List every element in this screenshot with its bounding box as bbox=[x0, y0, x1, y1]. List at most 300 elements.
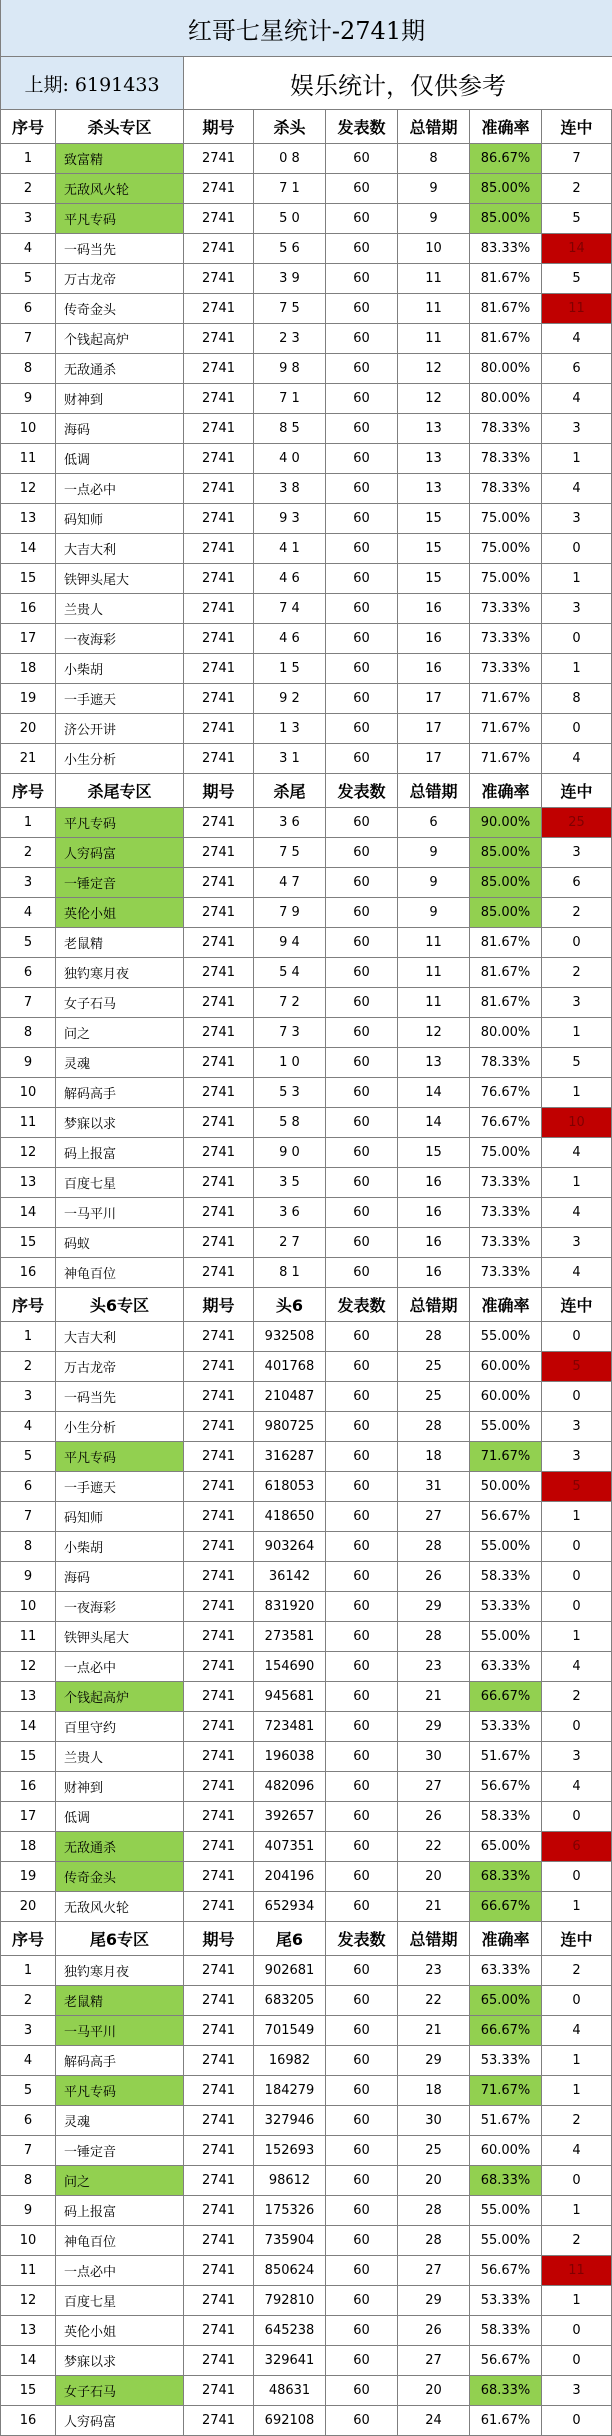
cell-row-number: 11 bbox=[1, 1108, 56, 1138]
column-header-prediction: 杀尾 bbox=[254, 774, 326, 808]
cell-accuracy: 66.67% bbox=[470, 2016, 542, 2046]
table-row bbox=[1, 1592, 612, 1622]
cell-post-count: 60 bbox=[326, 384, 398, 414]
cell-expert-name: 一码当先 bbox=[56, 1382, 184, 1412]
cell-row-number: 1 bbox=[1, 144, 56, 174]
cell-post-count: 60 bbox=[326, 1228, 398, 1258]
cell-accuracy: 75.00% bbox=[470, 504, 542, 534]
cell-win-streak: 1 bbox=[542, 2286, 612, 2316]
cell-post-count: 60 bbox=[326, 2166, 398, 2196]
cell-issue-number: 2741 bbox=[184, 654, 254, 684]
cell-error-count: 25 bbox=[398, 1352, 470, 1382]
cell-issue-number: 2741 bbox=[184, 1862, 254, 1892]
cell-post-count: 60 bbox=[326, 144, 398, 174]
cell-accuracy: 71.67% bbox=[470, 2076, 542, 2106]
table-row bbox=[1, 1802, 612, 1832]
cell-post-count: 60 bbox=[326, 414, 398, 444]
cell-expert-name: 梦寐以求 bbox=[56, 2346, 184, 2376]
cell-expert-name: 码蚁 bbox=[56, 1228, 184, 1258]
table-row bbox=[1, 624, 612, 654]
cell-error-count: 28 bbox=[398, 2226, 470, 2256]
cell-issue-number: 2741 bbox=[184, 1532, 254, 1562]
cell-row-number: 8 bbox=[1, 1018, 56, 1048]
cell-prediction: 8 5 bbox=[254, 414, 326, 444]
section-header bbox=[1, 110, 612, 144]
cell-win-streak: 0 bbox=[542, 1986, 612, 2016]
cell-win-streak: 1 bbox=[542, 564, 612, 594]
table-row bbox=[1, 838, 612, 868]
cell-error-count: 20 bbox=[398, 2376, 470, 2406]
cell-expert-name: 女子石马 bbox=[56, 988, 184, 1018]
table-row bbox=[1, 1832, 612, 1862]
cell-expert-name: 神龟百位 bbox=[56, 1258, 184, 1288]
cell-win-streak: 0 bbox=[542, 624, 612, 654]
table-row bbox=[1, 2106, 612, 2136]
cell-row-number: 12 bbox=[1, 1138, 56, 1168]
cell-post-count: 60 bbox=[326, 2046, 398, 2076]
cell-win-streak: 3 bbox=[542, 414, 612, 444]
cell-expert-name: 低调 bbox=[56, 1802, 184, 1832]
column-header-error-count: 总错期 bbox=[398, 1922, 470, 1956]
cell-win-streak: 0 bbox=[542, 1802, 612, 1832]
cell-row-number: 14 bbox=[1, 534, 56, 564]
cell-post-count: 60 bbox=[326, 324, 398, 354]
cell-prediction: 36142 bbox=[254, 1562, 326, 1592]
cell-prediction: 184279 bbox=[254, 2076, 326, 2106]
cell-win-streak: 6 bbox=[542, 868, 612, 898]
cell-row-number: 7 bbox=[1, 2136, 56, 2166]
cell-row-number: 8 bbox=[1, 1532, 56, 1562]
cell-win-streak: 0 bbox=[542, 1592, 612, 1622]
cell-error-count: 30 bbox=[398, 1742, 470, 1772]
cell-expert-name: 兰贵人 bbox=[56, 594, 184, 624]
cell-post-count: 60 bbox=[326, 1382, 398, 1412]
cell-win-streak: 4 bbox=[542, 1138, 612, 1168]
cell-issue-number: 2741 bbox=[184, 1228, 254, 1258]
cell-error-count: 27 bbox=[398, 2256, 470, 2286]
cell-error-count: 15 bbox=[398, 1138, 470, 1168]
cell-issue-number: 2741 bbox=[184, 1502, 254, 1532]
table-row bbox=[1, 1322, 612, 1352]
cell-accuracy: 66.67% bbox=[470, 1682, 542, 1712]
table-row bbox=[1, 324, 612, 354]
cell-win-streak: 0 bbox=[542, 1862, 612, 1892]
table-row bbox=[1, 958, 612, 988]
cell-expert-name: 平凡专码 bbox=[56, 1442, 184, 1472]
column-header-win-streak: 连中 bbox=[542, 110, 612, 144]
cell-error-count: 21 bbox=[398, 1892, 470, 1922]
cell-post-count: 60 bbox=[326, 868, 398, 898]
cell-row-number: 16 bbox=[1, 594, 56, 624]
cell-prediction: 3 5 bbox=[254, 1168, 326, 1198]
cell-row-number: 13 bbox=[1, 1168, 56, 1198]
cell-post-count: 60 bbox=[326, 928, 398, 958]
cell-accuracy: 71.67% bbox=[470, 1442, 542, 1472]
cell-prediction: 701549 bbox=[254, 2016, 326, 2046]
cell-error-count: 29 bbox=[398, 1592, 470, 1622]
cell-issue-number: 2741 bbox=[184, 564, 254, 594]
cell-issue-number: 2741 bbox=[184, 1622, 254, 1652]
table-row bbox=[1, 2226, 612, 2256]
cell-row-number: 12 bbox=[1, 474, 56, 504]
cell-win-streak: 2 bbox=[542, 2106, 612, 2136]
cell-win-streak: 1 bbox=[542, 2046, 612, 2076]
cell-row-number: 7 bbox=[1, 324, 56, 354]
cell-accuracy: 85.00% bbox=[470, 174, 542, 204]
table-row bbox=[1, 564, 612, 594]
cell-issue-number: 2741 bbox=[184, 2046, 254, 2076]
table-row bbox=[1, 1652, 612, 1682]
table-row bbox=[1, 1622, 612, 1652]
cell-issue-number: 2741 bbox=[184, 1442, 254, 1472]
cell-win-streak: 4 bbox=[542, 1198, 612, 1228]
column-header-post-count: 发表数 bbox=[326, 110, 398, 144]
cell-post-count: 60 bbox=[326, 744, 398, 774]
cell-issue-number: 2741 bbox=[184, 2406, 254, 2436]
cell-expert-name: 海码 bbox=[56, 414, 184, 444]
table-row bbox=[1, 354, 612, 384]
cell-accuracy: 55.00% bbox=[470, 2226, 542, 2256]
cell-prediction: 683205 bbox=[254, 1986, 326, 2016]
table-row bbox=[1, 808, 612, 838]
cell-win-streak: 5 bbox=[542, 264, 612, 294]
cell-expert-name: 老鼠精 bbox=[56, 1986, 184, 2016]
cell-post-count: 60 bbox=[326, 1352, 398, 1382]
cell-row-number: 15 bbox=[1, 1228, 56, 1258]
cell-prediction: 735904 bbox=[254, 2226, 326, 2256]
cell-accuracy: 58.33% bbox=[470, 1802, 542, 1832]
cell-prediction: 3 8 bbox=[254, 474, 326, 504]
cell-error-count: 12 bbox=[398, 354, 470, 384]
cell-accuracy: 68.33% bbox=[470, 1862, 542, 1892]
cell-post-count: 60 bbox=[326, 474, 398, 504]
table-row bbox=[1, 174, 612, 204]
cell-post-count: 60 bbox=[326, 1892, 398, 1922]
cell-row-number: 9 bbox=[1, 2196, 56, 2226]
cell-accuracy: 85.00% bbox=[470, 838, 542, 868]
table-row bbox=[1, 1892, 612, 1922]
cell-error-count: 11 bbox=[398, 958, 470, 988]
cell-prediction: 618053 bbox=[254, 1472, 326, 1502]
cell-prediction: 210487 bbox=[254, 1382, 326, 1412]
cell-accuracy: 50.00% bbox=[470, 1472, 542, 1502]
cell-prediction: 16982 bbox=[254, 2046, 326, 2076]
column-header-expert-name: 头6专区 bbox=[56, 1288, 184, 1322]
cell-error-count: 6 bbox=[398, 808, 470, 838]
cell-accuracy: 53.33% bbox=[470, 1592, 542, 1622]
cell-accuracy: 71.67% bbox=[470, 684, 542, 714]
cell-prediction: 7 5 bbox=[254, 838, 326, 868]
cell-issue-number: 2741 bbox=[184, 2226, 254, 2256]
cell-prediction: 1 3 bbox=[254, 714, 326, 744]
cell-expert-name: 问之 bbox=[56, 2166, 184, 2196]
cell-expert-name: 一锤定音 bbox=[56, 868, 184, 898]
cell-error-count: 16 bbox=[398, 1198, 470, 1228]
cell-row-number: 19 bbox=[1, 684, 56, 714]
cell-post-count: 60 bbox=[326, 2136, 398, 2166]
cell-accuracy: 81.67% bbox=[470, 264, 542, 294]
cell-post-count: 60 bbox=[326, 234, 398, 264]
cell-prediction: 5 6 bbox=[254, 234, 326, 264]
cell-expert-name: 一点必中 bbox=[56, 474, 184, 504]
cell-post-count: 60 bbox=[326, 958, 398, 988]
cell-row-number: 5 bbox=[1, 2076, 56, 2106]
cell-prediction: 5 0 bbox=[254, 204, 326, 234]
table-row bbox=[1, 474, 612, 504]
cell-win-streak: 2 bbox=[542, 174, 612, 204]
cell-issue-number: 2741 bbox=[184, 2286, 254, 2316]
column-header-error-count: 总错期 bbox=[398, 110, 470, 144]
cell-win-streak: 14 bbox=[542, 234, 612, 264]
cell-error-count: 28 bbox=[398, 2196, 470, 2226]
cell-post-count: 60 bbox=[326, 1652, 398, 1682]
column-header-expert-name: 杀尾专区 bbox=[56, 774, 184, 808]
cell-expert-name: 传奇金头 bbox=[56, 294, 184, 324]
table-row bbox=[1, 2136, 612, 2166]
cell-error-count: 26 bbox=[398, 2316, 470, 2346]
cell-expert-name: 码知师 bbox=[56, 1502, 184, 1532]
cell-post-count: 60 bbox=[326, 294, 398, 324]
cell-row-number: 2 bbox=[1, 838, 56, 868]
cell-expert-name: 一点必中 bbox=[56, 1652, 184, 1682]
cell-prediction: 152693 bbox=[254, 2136, 326, 2166]
cell-expert-name: 平凡专码 bbox=[56, 808, 184, 838]
cell-win-streak: 0 bbox=[542, 1562, 612, 1592]
cell-error-count: 23 bbox=[398, 1956, 470, 1986]
cell-accuracy: 60.00% bbox=[470, 1352, 542, 1382]
cell-issue-number: 2741 bbox=[184, 2076, 254, 2106]
cell-prediction: 8 1 bbox=[254, 1258, 326, 1288]
cell-error-count: 28 bbox=[398, 1412, 470, 1442]
column-header-accuracy: 准确率 bbox=[470, 774, 542, 808]
cell-post-count: 60 bbox=[326, 264, 398, 294]
cell-post-count: 60 bbox=[326, 2316, 398, 2346]
cell-expert-name: 铁钾头尾大 bbox=[56, 1622, 184, 1652]
cell-row-number: 16 bbox=[1, 1258, 56, 1288]
cell-row-number: 20 bbox=[1, 1892, 56, 1922]
cell-expert-name: 万古龙帝 bbox=[56, 264, 184, 294]
cell-accuracy: 56.67% bbox=[470, 1502, 542, 1532]
cell-row-number: 4 bbox=[1, 234, 56, 264]
table-row bbox=[1, 204, 612, 234]
cell-prediction: 692108 bbox=[254, 2406, 326, 2436]
cell-row-number: 3 bbox=[1, 1382, 56, 1412]
cell-error-count: 29 bbox=[398, 2046, 470, 2076]
cell-prediction: 831920 bbox=[254, 1592, 326, 1622]
cell-expert-name: 无敌通杀 bbox=[56, 354, 184, 384]
cell-issue-number: 2741 bbox=[184, 324, 254, 354]
cell-expert-name: 码上报富 bbox=[56, 1138, 184, 1168]
cell-row-number: 1 bbox=[1, 1956, 56, 1986]
cell-issue-number: 2741 bbox=[184, 534, 254, 564]
cell-post-count: 60 bbox=[326, 1832, 398, 1862]
cell-error-count: 13 bbox=[398, 414, 470, 444]
cell-expert-name: 无敌风火轮 bbox=[56, 174, 184, 204]
table-row bbox=[1, 1228, 612, 1258]
section-header bbox=[1, 1922, 612, 1956]
cell-accuracy: 63.33% bbox=[470, 1652, 542, 1682]
cell-error-count: 13 bbox=[398, 444, 470, 474]
column-header-accuracy: 准确率 bbox=[470, 1922, 542, 1956]
cell-issue-number: 2741 bbox=[184, 414, 254, 444]
cell-accuracy: 75.00% bbox=[470, 1138, 542, 1168]
cell-prediction: 1 0 bbox=[254, 1048, 326, 1078]
cell-issue-number: 2741 bbox=[184, 808, 254, 838]
cell-issue-number: 2741 bbox=[184, 2106, 254, 2136]
cell-post-count: 60 bbox=[326, 504, 398, 534]
cell-accuracy: 51.67% bbox=[470, 2106, 542, 2136]
table-row bbox=[1, 1772, 612, 1802]
cell-accuracy: 71.67% bbox=[470, 744, 542, 774]
table-row bbox=[1, 1048, 612, 1078]
cell-issue-number: 2741 bbox=[184, 1108, 254, 1138]
cell-post-count: 60 bbox=[326, 1502, 398, 1532]
cell-accuracy: 73.33% bbox=[470, 1228, 542, 1258]
cell-error-count: 27 bbox=[398, 2346, 470, 2376]
cell-error-count: 26 bbox=[398, 1802, 470, 1832]
cell-accuracy: 55.00% bbox=[470, 2196, 542, 2226]
cell-issue-number: 2741 bbox=[184, 744, 254, 774]
cell-accuracy: 81.67% bbox=[470, 294, 542, 324]
cell-row-number: 3 bbox=[1, 204, 56, 234]
column-header-accuracy: 准确率 bbox=[470, 1288, 542, 1322]
cell-post-count: 60 bbox=[326, 2346, 398, 2376]
cell-error-count: 16 bbox=[398, 1258, 470, 1288]
table-row bbox=[1, 1682, 612, 1712]
cell-post-count: 60 bbox=[326, 2286, 398, 2316]
column-header-row-number: 序号 bbox=[1, 774, 56, 808]
table-row bbox=[1, 744, 612, 774]
cell-issue-number: 2741 bbox=[184, 838, 254, 868]
cell-row-number: 2 bbox=[1, 1352, 56, 1382]
cell-post-count: 60 bbox=[326, 1138, 398, 1168]
table-row bbox=[1, 1532, 612, 1562]
cell-issue-number: 2741 bbox=[184, 504, 254, 534]
cell-row-number: 9 bbox=[1, 1562, 56, 1592]
cell-error-count: 22 bbox=[398, 1986, 470, 2016]
cell-error-count: 13 bbox=[398, 474, 470, 504]
cell-row-number: 8 bbox=[1, 354, 56, 384]
cell-accuracy: 55.00% bbox=[470, 1532, 542, 1562]
table-row bbox=[1, 1412, 612, 1442]
cell-win-streak: 0 bbox=[542, 2316, 612, 2346]
table-row bbox=[1, 714, 612, 744]
table-row bbox=[1, 1108, 612, 1138]
cell-accuracy: 68.33% bbox=[470, 2376, 542, 2406]
cell-expert-name: 老鼠精 bbox=[56, 928, 184, 958]
cell-row-number: 6 bbox=[1, 1472, 56, 1502]
cell-win-streak: 1 bbox=[542, 1502, 612, 1532]
cell-issue-number: 2741 bbox=[184, 958, 254, 988]
cell-prediction: 4 0 bbox=[254, 444, 326, 474]
cell-issue-number: 2741 bbox=[184, 384, 254, 414]
table-row bbox=[1, 2406, 612, 2436]
column-header-issue-number: 期号 bbox=[184, 1288, 254, 1322]
cell-accuracy: 53.33% bbox=[470, 1712, 542, 1742]
cell-issue-number: 2741 bbox=[184, 264, 254, 294]
cell-expert-name: 一马平川 bbox=[56, 1198, 184, 1228]
table-row bbox=[1, 2286, 612, 2316]
cell-prediction: 418650 bbox=[254, 1502, 326, 1532]
table-row bbox=[1, 1562, 612, 1592]
cell-accuracy: 78.33% bbox=[470, 414, 542, 444]
cell-expert-name: 无敌风火轮 bbox=[56, 1892, 184, 1922]
column-header-post-count: 发表数 bbox=[326, 1288, 398, 1322]
cell-expert-name: 个钱起高炉 bbox=[56, 324, 184, 354]
cell-accuracy: 71.67% bbox=[470, 714, 542, 744]
table-row bbox=[1, 1986, 612, 2016]
cell-win-streak: 0 bbox=[542, 1322, 612, 1352]
cell-accuracy: 63.33% bbox=[470, 1956, 542, 1986]
cell-win-streak: 4 bbox=[542, 1652, 612, 1682]
cell-error-count: 16 bbox=[398, 594, 470, 624]
cell-win-streak: 6 bbox=[542, 354, 612, 384]
table-row bbox=[1, 928, 612, 958]
cell-prediction: 2 3 bbox=[254, 324, 326, 354]
cell-expert-name: 平凡专码 bbox=[56, 204, 184, 234]
table-row bbox=[1, 234, 612, 264]
cell-row-number: 14 bbox=[1, 1712, 56, 1742]
table-row bbox=[1, 1502, 612, 1532]
cell-row-number: 14 bbox=[1, 2346, 56, 2376]
cell-prediction: 175326 bbox=[254, 2196, 326, 2226]
cell-accuracy: 78.33% bbox=[470, 474, 542, 504]
cell-post-count: 60 bbox=[326, 594, 398, 624]
cell-row-number: 16 bbox=[1, 1772, 56, 1802]
table-row bbox=[1, 1472, 612, 1502]
cell-expert-name: 女子石马 bbox=[56, 2376, 184, 2406]
cell-prediction: 329641 bbox=[254, 2346, 326, 2376]
cell-win-streak: 2 bbox=[542, 1682, 612, 1712]
cell-row-number: 15 bbox=[1, 1742, 56, 1772]
cell-prediction: 5 3 bbox=[254, 1078, 326, 1108]
cell-expert-name: 致富精 bbox=[56, 144, 184, 174]
cell-expert-name: 一码当先 bbox=[56, 234, 184, 264]
cell-post-count: 60 bbox=[326, 2226, 398, 2256]
cell-error-count: 11 bbox=[398, 988, 470, 1018]
cell-row-number: 6 bbox=[1, 958, 56, 988]
cell-issue-number: 2741 bbox=[184, 1802, 254, 1832]
cell-win-streak: 25 bbox=[542, 808, 612, 838]
cell-prediction: 7 2 bbox=[254, 988, 326, 1018]
cell-issue-number: 2741 bbox=[184, 474, 254, 504]
cell-prediction: 273581 bbox=[254, 1622, 326, 1652]
cell-prediction: 4 1 bbox=[254, 534, 326, 564]
cell-post-count: 60 bbox=[326, 1592, 398, 1622]
cell-row-number: 9 bbox=[1, 384, 56, 414]
cell-expert-name: 平凡专码 bbox=[56, 2076, 184, 2106]
cell-row-number: 13 bbox=[1, 2316, 56, 2346]
cell-issue-number: 2741 bbox=[184, 294, 254, 324]
cell-issue-number: 2741 bbox=[184, 1048, 254, 1078]
cell-prediction: 327946 bbox=[254, 2106, 326, 2136]
cell-issue-number: 2741 bbox=[184, 1258, 254, 1288]
cell-issue-number: 2741 bbox=[184, 1138, 254, 1168]
cell-accuracy: 81.67% bbox=[470, 324, 542, 354]
cell-row-number: 13 bbox=[1, 504, 56, 534]
cell-error-count: 17 bbox=[398, 714, 470, 744]
table-row bbox=[1, 2346, 612, 2376]
cell-expert-name: 大吉大利 bbox=[56, 534, 184, 564]
cell-accuracy: 73.33% bbox=[470, 594, 542, 624]
cell-expert-name: 百里守约 bbox=[56, 1712, 184, 1742]
cell-win-streak: 1 bbox=[542, 444, 612, 474]
cell-row-number: 3 bbox=[1, 868, 56, 898]
column-header-expert-name: 尾6专区 bbox=[56, 1922, 184, 1956]
cell-expert-name: 一锤定音 bbox=[56, 2136, 184, 2166]
cell-prediction: 652934 bbox=[254, 1892, 326, 1922]
cell-win-streak: 4 bbox=[542, 384, 612, 414]
